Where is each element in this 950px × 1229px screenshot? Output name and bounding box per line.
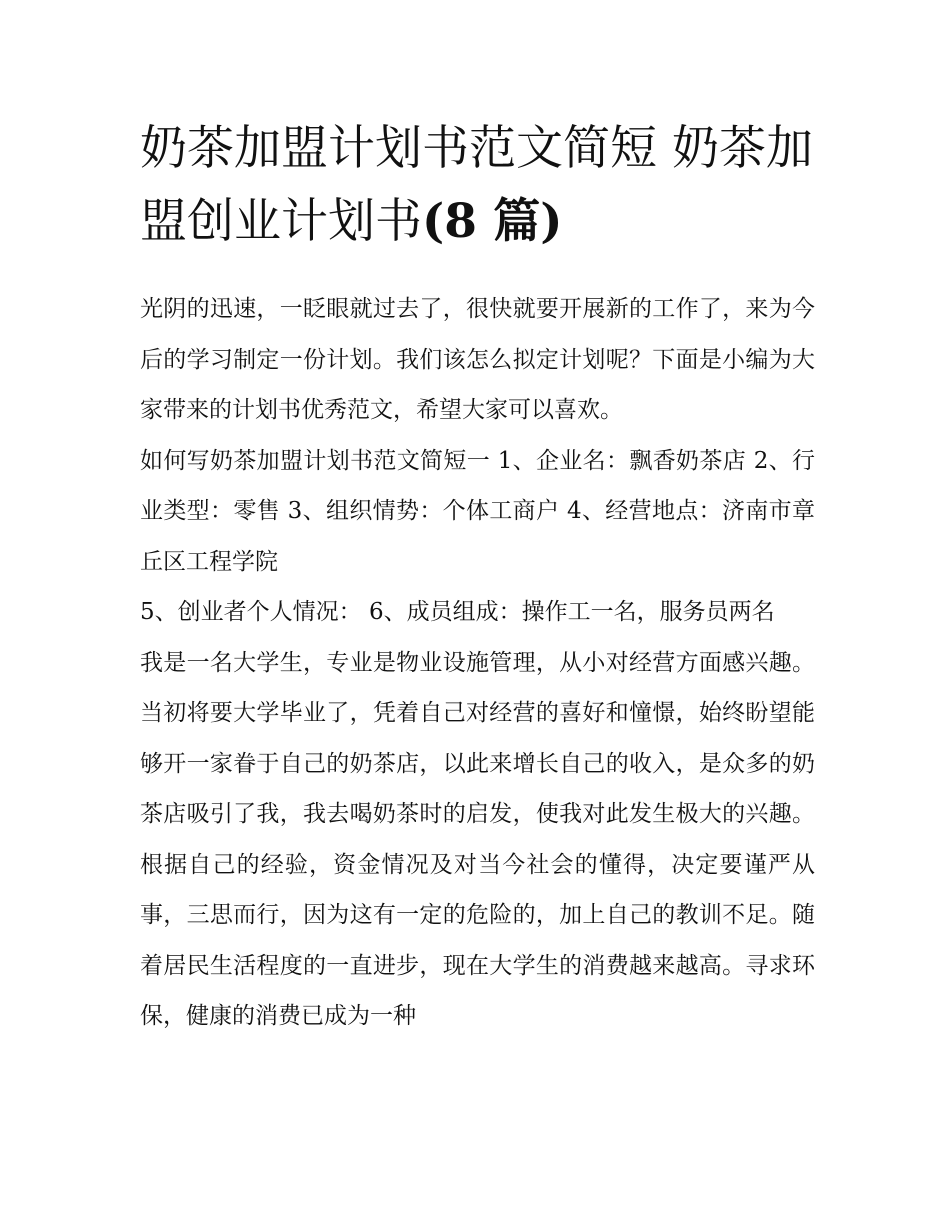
document-title — [140, 112, 815, 258]
background-paragraph: 我是一名大学生，专业是物业设施管理，从小对经营方面感兴趣。当初将要大学毕业了，凭着自己对经营的喜好和憧憬，始终盼望能够开一家眷于自己的奶茶店，以此来增长自己的收入，是众多的奶茶店吸引了我，我去喝奶茶时的启发，使我对此发生极大的兴趣。根据自己的经验，资金情况及对当今社会的懂得，决定要谨严从事，三思而行，因为这有一定的危险的，加上自己的教训不足。随着居民生活程度的一直进步，现在大学生的消费越来越高。寻求环保，健康的消费已成为一种 — [140, 649, 815, 1029]
title-count: (8 篇) — [422, 194, 563, 249]
document-content — [140, 112, 815, 1042]
founder-info-paragraph: 5、创业者个人情况： 6、成员组成：操作工一名，服务员两名 — [140, 599, 775, 625]
business-info-paragraph: 如何写奶茶加盟计划书范文简短一 1、企业名：飘香奶茶店 2、行业类型：零售 3、组织情势：个体工商户 4、经营地点：济南市章丘区工程学院 — [140, 447, 815, 575]
intro-paragraph: 光阴的迅速，一眨眼就过去了，很快就要开展新的工作了，来为今后的学习制定一份计划。我们该怎么拟定计划呢？下面是小编为大家带来的计划书优秀范文，希望大家可以喜欢。 — [140, 296, 815, 423]
document-body — [140, 284, 815, 1042]
title-text: 奶茶加盟计划书范文简短 奶茶加盟创业计划书 — [140, 121, 813, 249]
